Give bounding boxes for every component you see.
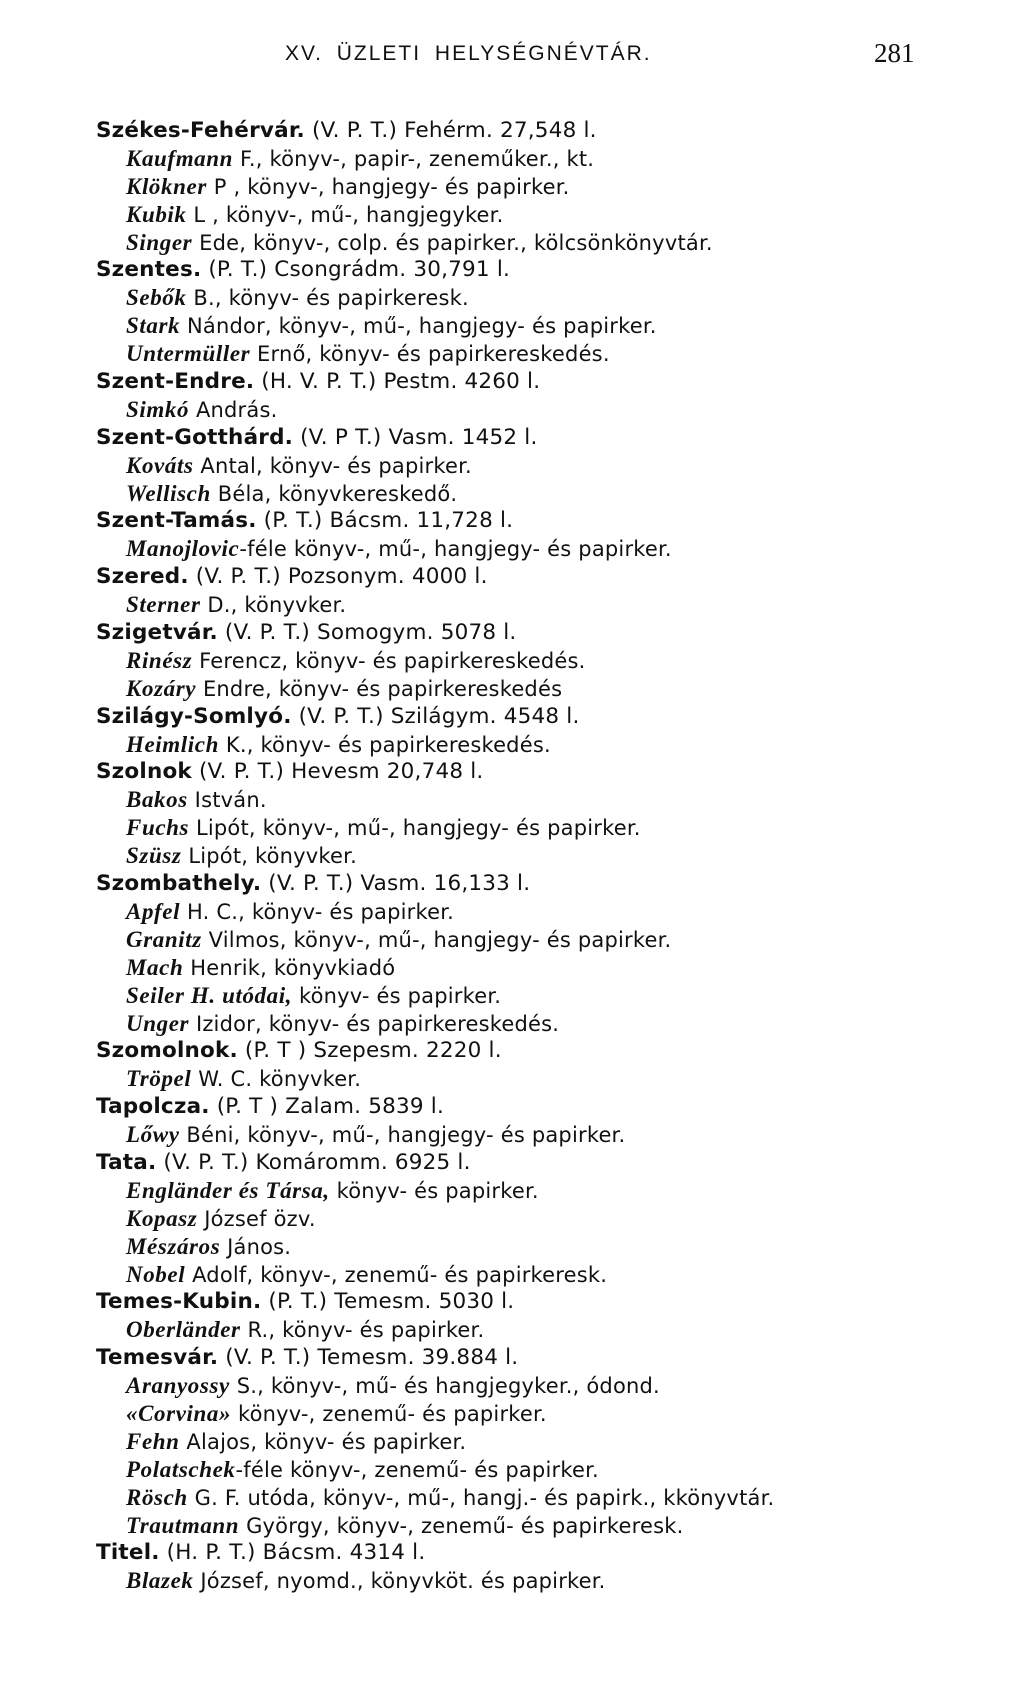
dealer-entry (0, 1428, 1024, 1456)
place-info: (H. V. P. T.) Pestm. 4260 l. (254, 369, 541, 395)
dealer-info: Béni, könyv-, mű-, hangjegy- és papirker. (179, 1123, 626, 1148)
place-name: Szent-Endre. (96, 369, 255, 395)
dealer-info: János. (220, 1234, 292, 1259)
place-info: (H. P. T.) Bácsm. 4314 l. (159, 1540, 426, 1566)
dealer-info: G. F. utóda, könyv-, mű-, hangj.- és papirk., kkönyvtár. (187, 1485, 775, 1510)
dealer-name: Rinész (126, 647, 193, 673)
place-info: (P. T.) Csongrádm. 30,791 l. (201, 257, 511, 283)
place-entry (0, 1149, 1024, 1177)
place-entry (0, 619, 1024, 647)
dealer-name: Blazek (126, 1568, 194, 1594)
place-entry (0, 758, 1024, 786)
dealer-info: B., könyv- és papirkeresk. (186, 286, 469, 311)
place-name: Szilágy-Somlyó. (96, 703, 292, 729)
dealer-info: Nándor, könyv-, mű-, hangjegy- és papirker. (180, 314, 657, 339)
dealer-entry (0, 647, 1024, 675)
dealer-name: Kováts (126, 452, 194, 478)
dealer-info: Vilmos, könyv-, mű-, hangjegy- és papirker. (201, 927, 672, 952)
dealer-info: Béla, könyvkereskedő. (210, 481, 458, 506)
place-info: (P. T ) Zalam. 5839 l. (209, 1094, 444, 1120)
dealer-entry (0, 452, 1024, 480)
place-name: Tapolcza. (96, 1094, 210, 1120)
place-name: Szomolnok. (96, 1038, 238, 1064)
dealer-entry (0, 1121, 1024, 1149)
dealer-entry (0, 480, 1024, 508)
place-entry (0, 1288, 1024, 1316)
dealer-entry (0, 675, 1024, 703)
dealer-info: D., könyvker. (200, 593, 347, 618)
dealer-entry (0, 898, 1024, 926)
dealer-info: -féle könyv-, mű-, hangjegy- és papirker. (239, 537, 672, 562)
dealer-entry (0, 229, 1024, 257)
dealer-info: könyv- és papirker. (329, 1178, 539, 1203)
dealer-entry (0, 145, 1024, 173)
place-info: (P. T ) Szepesm. 2220 l. (237, 1038, 502, 1064)
place-info: (V. P. T.) Pozsonym. 4000 l. (188, 564, 488, 590)
dealer-entry (0, 340, 1024, 368)
dealer-entry (0, 1512, 1024, 1540)
dealer-name: Kaufmann (126, 145, 234, 171)
place-name: Szent-Gotthárd. (96, 424, 294, 450)
dealer-info: K., könyv- és papirkereskedés. (218, 732, 551, 757)
dealer-entry (0, 1567, 1024, 1595)
dealer-name: Klökner (126, 173, 207, 199)
dealer-name: Wellisch (126, 480, 211, 506)
dealer-entry (0, 201, 1024, 229)
dealer-info: F., könyv-, papir-, zeneműker., kt. (233, 146, 595, 171)
dealer-entry (0, 842, 1024, 870)
place-info: (V. P T.) Vasm. 1452 l. (293, 424, 538, 450)
place-entry (0, 424, 1024, 452)
place-info: (V. P. T.) Szilágym. 4548 l. (291, 703, 580, 729)
dealer-name: Fuchs (126, 815, 190, 841)
dealer-name: Apfel (126, 898, 181, 924)
place-name: Székes-Fehérvár. (96, 118, 305, 143)
place-name: Temesvár. (96, 1345, 219, 1371)
dealer-name: Mach (126, 954, 184, 980)
dealer-info: András. (189, 397, 278, 422)
dealer-name: Simkó (126, 396, 190, 422)
place-entry (0, 368, 1024, 396)
dealer-info: Endre, könyv- és papirkereskedés (196, 676, 563, 701)
dealer-name: Heimlich (126, 731, 219, 757)
dealer-entry (0, 1484, 1024, 1512)
dealer-entry (0, 982, 1024, 1010)
place-entry (0, 1037, 1024, 1065)
place-name: Szered. (96, 564, 189, 590)
page-number: 281 (874, 38, 915, 68)
dealer-info: István. (187, 788, 267, 813)
dealer-info: József, nyomd., könyvköt. és papirker. (193, 1569, 606, 1594)
place-entry (0, 507, 1024, 535)
place-entry (0, 117, 1024, 145)
dealer-info: -féle könyv-, zenemű- és papirker. (235, 1457, 599, 1482)
running-title: XV. ÜZLETI HELYSÉGNÉVTÁR. (285, 42, 652, 65)
dealer-name: Polatschek (126, 1456, 236, 1482)
dealer-name: Fehn (126, 1428, 180, 1454)
dealer-entry (0, 1233, 1024, 1261)
place-info: (V. P. T.) Temesm. 39.884 l. (218, 1345, 519, 1371)
place-info: (V. P. T.) Vasm. 16,133 l. (261, 871, 531, 897)
dealer-name: Tröpel (126, 1066, 192, 1092)
dealer-entry (0, 954, 1024, 982)
dealer-info: P , könyv-, hangjegy- és papirker. (206, 174, 570, 199)
dealer-info: György, könyv-, zenemű- és papirkeresk. (239, 1513, 684, 1538)
dealer-name: Sterner (126, 592, 201, 618)
dealer-entry (0, 1065, 1024, 1093)
place-info: (V. P. T.) Hevesm 20,748 l. (191, 759, 484, 785)
dealer-name: Granitz (126, 926, 202, 952)
dealer-entry (0, 1316, 1024, 1344)
dealer-info: Lipót, könyvker. (181, 844, 357, 869)
dealer-entry (0, 786, 1024, 814)
place-entry (0, 703, 1024, 731)
dealer-entry (0, 535, 1024, 563)
page-header (0, 34, 1024, 74)
place-entry (0, 1539, 1024, 1567)
place-info: (P. T.) Temesm. 5030 l. (261, 1289, 515, 1315)
dealer-name: Trautmann (126, 1512, 240, 1538)
dealer-name: Mészáros (126, 1233, 221, 1259)
place-name: Szigetvár. (96, 620, 218, 646)
dealer-info: Adolf, könyv-, zenemű- és papirkeresk. (185, 1262, 608, 1287)
dealer-entry (0, 396, 1024, 424)
directory-entries (0, 117, 1024, 1595)
dealer-info: Henrik, könyvkiadó (183, 955, 396, 980)
dealer-info: József özv. (197, 1206, 316, 1231)
dealer-entry (0, 1456, 1024, 1484)
dealer-name: Bakos (126, 787, 188, 813)
dealer-entry (0, 926, 1024, 954)
dealer-entry (0, 1010, 1024, 1038)
dealer-info: Ede, könyv-, colp. és papirker., kölcsönkönyvtár. (192, 230, 713, 255)
place-entry (0, 256, 1024, 284)
dealer-name: Lőwy (126, 1122, 180, 1148)
place-entry (0, 1093, 1024, 1121)
dealer-name: Seiler H. utódai, (126, 982, 293, 1008)
dealer-entry (0, 312, 1024, 340)
dealer-info: H. C., könyv- és papirker. (180, 899, 455, 924)
dealer-info: Ferencz, könyv- és papirkereskedés. (192, 648, 586, 673)
place-name: Tata. (96, 1149, 157, 1175)
place-name: Szentes. (96, 257, 202, 283)
dealer-info: könyv- és papirker. (292, 983, 502, 1008)
place-name: Szent-Tamás. (96, 508, 257, 534)
dealer-name: Manojlovic (126, 536, 240, 562)
dealer-name: Kubik (126, 201, 187, 227)
dealer-info: Lipót, könyv-, mű-, hangjegy- és papirker. (189, 816, 641, 841)
dealer-name: Nobel (126, 1261, 186, 1287)
dealer-info: R., könyv- és papirker. (240, 1318, 485, 1343)
place-name: Titel. (96, 1540, 160, 1566)
dealer-info: Antal, könyv- és papirker. (193, 453, 472, 478)
dealer-name: Kopasz (126, 1205, 198, 1231)
dealer-info: S., könyv-, mű- és hangjegyker., ódond. (229, 1374, 660, 1399)
dealer-name: Szüsz (126, 843, 182, 869)
dealer-name: Rösch (126, 1484, 188, 1510)
dealer-name: Stark (126, 313, 181, 339)
dealer-entry (0, 1177, 1024, 1205)
dealer-entry (0, 284, 1024, 312)
dealer-info: L , könyv-, mű-, hangjegyker. (186, 202, 504, 227)
dealer-name: Aranyossy (126, 1373, 230, 1399)
place-entry (0, 563, 1024, 591)
dealer-entry (0, 1400, 1024, 1428)
dealer-entry (0, 591, 1024, 619)
dealer-info: W. C. könyvker. (191, 1067, 362, 1092)
dealer-info: Izidor, könyv- és papirkereskedés. (189, 1011, 560, 1036)
dealer-info: Ernő, könyv- és papirkereskedés. (250, 342, 610, 367)
place-info: (V. P. T.) Somogym. 5078 l. (217, 620, 517, 646)
dealer-entry (0, 173, 1024, 201)
dealer-entry (0, 1261, 1024, 1289)
place-entry (0, 1344, 1024, 1372)
dealer-entry (0, 814, 1024, 842)
dealer-info: Alajos, könyv- és papirker. (179, 1429, 467, 1454)
place-info: (P. T.) Bácsm. 11,728 l. (256, 508, 514, 534)
dealer-name: Kozáry (126, 675, 197, 701)
place-info: (V. P. T.) Komáromm. 6925 l. (156, 1149, 471, 1175)
place-name: Szombathely. (96, 871, 262, 897)
place-info: (V. P. T.) Fehérm. 27,548 l. (304, 118, 597, 143)
dealer-name: «Corvina» (126, 1400, 232, 1426)
dealer-name: Sebők (126, 285, 187, 311)
dealer-name: Engländer és Társa, (126, 1177, 330, 1203)
dealer-name: Untermüller (126, 341, 251, 367)
place-entry (0, 870, 1024, 898)
dealer-name: Oberländer (126, 1317, 241, 1343)
dealer-entry (0, 731, 1024, 759)
dealer-name: Unger (126, 1010, 190, 1036)
dealer-entry (0, 1372, 1024, 1400)
dealer-info: könyv-, zenemű- és papirker. (231, 1401, 547, 1426)
dealer-entry (0, 1205, 1024, 1233)
place-name: Szolnok (96, 759, 192, 785)
dealer-name: Singer (126, 229, 193, 255)
place-name: Temes-Kubin. (96, 1289, 262, 1315)
